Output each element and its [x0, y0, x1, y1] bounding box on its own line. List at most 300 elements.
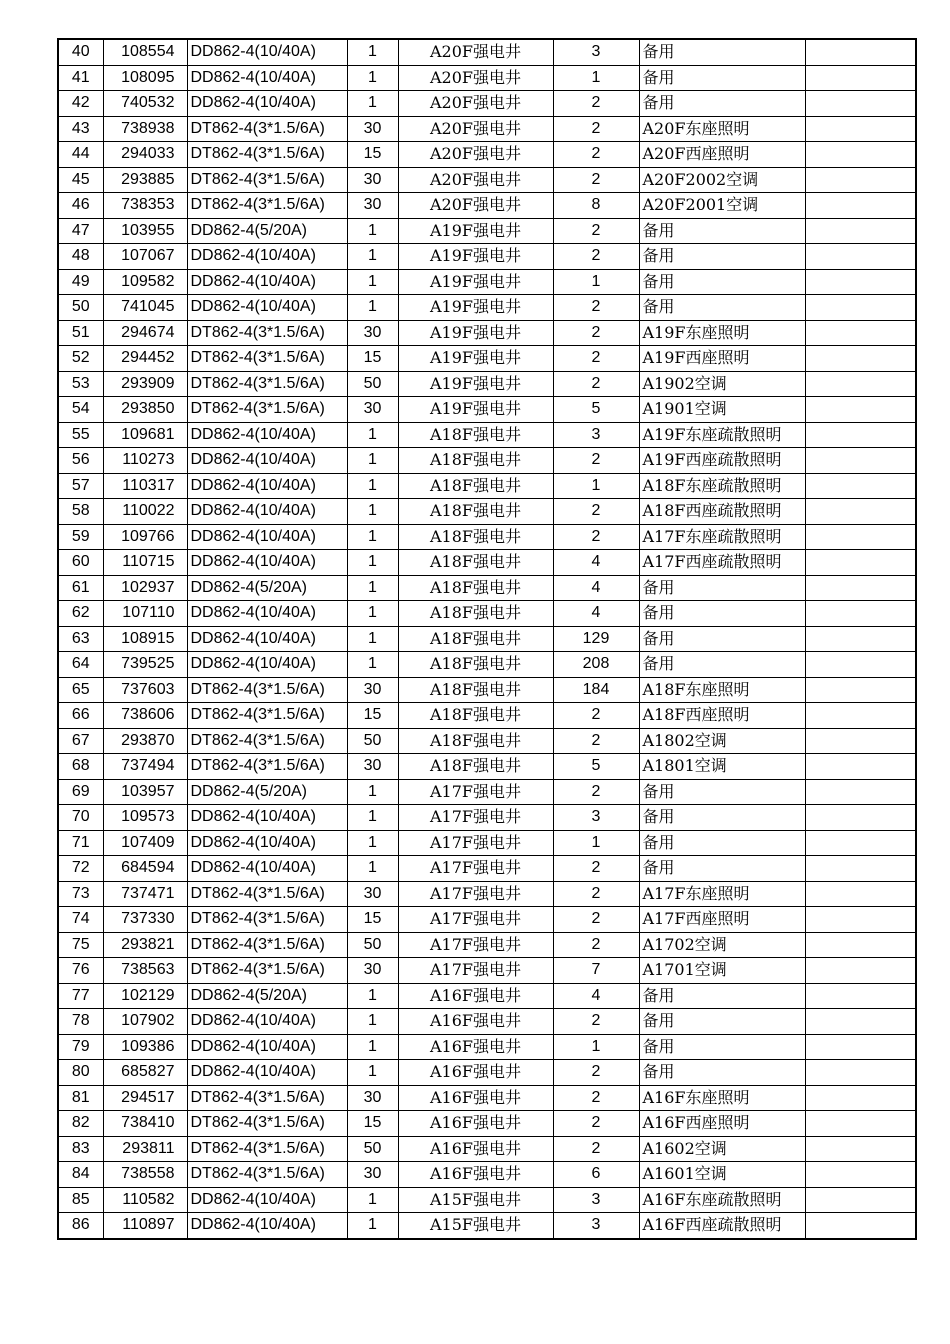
location-cell: A18F强电井 [398, 448, 553, 474]
meter-id-cell: 110897 [103, 1213, 187, 1239]
note-cell [805, 499, 916, 525]
reading-cell: 2 [553, 116, 639, 142]
meter-model-cell: DT862-4(3*1.5/6A) [187, 320, 347, 346]
table-row [58, 39, 916, 65]
meter-model-cell: DT862-4(3*1.5/6A) [187, 677, 347, 703]
meter-id-cell: 108095 [103, 65, 187, 91]
note-cell [805, 754, 916, 780]
location-cell: A20F强电井 [398, 193, 553, 219]
meter-table [57, 38, 917, 1240]
usage-cell: 备用 [639, 1060, 805, 1086]
usage-cell: A20F东座照明 [639, 116, 805, 142]
meter-id-cell: 109573 [103, 805, 187, 831]
location-cell: A17F强电井 [398, 856, 553, 882]
table-row [58, 397, 916, 423]
note-cell [805, 881, 916, 907]
usage-cell: 备用 [639, 39, 805, 65]
usage-cell: A18F东座照明 [639, 677, 805, 703]
location-cell: A18F强电井 [398, 601, 553, 627]
meter-model-cell: DT862-4(3*1.5/6A) [187, 1136, 347, 1162]
multiplier-cell: 1 [347, 779, 398, 805]
location-cell: A15F强电井 [398, 1213, 553, 1239]
table-row [58, 958, 916, 984]
row-number-cell: 71 [58, 830, 103, 856]
location-cell: A18F强电井 [398, 499, 553, 525]
usage-cell: A1602空调 [639, 1136, 805, 1162]
table-row [58, 703, 916, 729]
note-cell [805, 39, 916, 65]
usage-cell: A18F东座疏散照明 [639, 473, 805, 499]
usage-cell: A19F东座疏散照明 [639, 422, 805, 448]
row-number-cell: 67 [58, 728, 103, 754]
location-cell: A16F强电井 [398, 1034, 553, 1060]
row-number-cell: 44 [58, 142, 103, 168]
usage-cell: 备用 [639, 983, 805, 1009]
row-number-cell: 74 [58, 907, 103, 933]
table-row [58, 448, 916, 474]
reading-cell: 3 [553, 805, 639, 831]
note-cell [805, 320, 916, 346]
meter-id-cell: 737603 [103, 677, 187, 703]
note-cell [805, 346, 916, 372]
location-cell: A17F强电井 [398, 881, 553, 907]
table-body [58, 39, 916, 1239]
table-row [58, 626, 916, 652]
meter-id-cell: 737471 [103, 881, 187, 907]
table-row [58, 1085, 916, 1111]
reading-cell: 2 [553, 244, 639, 270]
meter-model-cell: DT862-4(3*1.5/6A) [187, 754, 347, 780]
note-cell [805, 1136, 916, 1162]
reading-cell: 1 [553, 473, 639, 499]
usage-cell: A20F西座照明 [639, 142, 805, 168]
meter-model-cell: DD862-4(10/40A) [187, 1034, 347, 1060]
row-number-cell: 55 [58, 422, 103, 448]
usage-cell: A1901空调 [639, 397, 805, 423]
meter-model-cell: DT862-4(3*1.5/6A) [187, 1111, 347, 1137]
multiplier-cell: 1 [347, 983, 398, 1009]
meter-model-cell: DD862-4(10/40A) [187, 1060, 347, 1086]
table-row [58, 167, 916, 193]
meter-model-cell: DT862-4(3*1.5/6A) [187, 728, 347, 754]
meter-model-cell: DD862-4(10/40A) [187, 524, 347, 550]
location-cell: A18F强电井 [398, 550, 553, 576]
meter-model-cell: DD862-4(10/40A) [187, 1213, 347, 1239]
note-cell [805, 142, 916, 168]
reading-cell: 2 [553, 142, 639, 168]
reading-cell: 2 [553, 524, 639, 550]
location-cell: A16F强电井 [398, 1162, 553, 1188]
multiplier-cell: 30 [347, 116, 398, 142]
reading-cell: 2 [553, 1060, 639, 1086]
reading-cell: 8 [553, 193, 639, 219]
meter-id-cell: 739525 [103, 652, 187, 678]
table-row [58, 856, 916, 882]
location-cell: A20F强电井 [398, 91, 553, 117]
meter-id-cell: 103957 [103, 779, 187, 805]
multiplier-cell: 1 [347, 39, 398, 65]
row-number-cell: 72 [58, 856, 103, 882]
multiplier-cell: 1 [347, 473, 398, 499]
location-cell: A19F强电井 [398, 269, 553, 295]
row-number-cell: 48 [58, 244, 103, 270]
multiplier-cell: 1 [347, 218, 398, 244]
multiplier-cell: 30 [347, 958, 398, 984]
meter-model-cell: DD862-4(10/40A) [187, 1009, 347, 1035]
table-row [58, 575, 916, 601]
reading-cell: 2 [553, 1009, 639, 1035]
location-cell: A18F强电井 [398, 473, 553, 499]
table-row [58, 1187, 916, 1213]
usage-cell: 备用 [639, 830, 805, 856]
reading-cell: 1 [553, 65, 639, 91]
row-number-cell: 63 [58, 626, 103, 652]
note-cell [805, 167, 916, 193]
usage-cell: 备用 [639, 626, 805, 652]
meter-model-cell: DD862-4(10/40A) [187, 448, 347, 474]
note-cell [805, 91, 916, 117]
table-row [58, 1034, 916, 1060]
multiplier-cell: 1 [347, 499, 398, 525]
reading-cell: 3 [553, 422, 639, 448]
note-cell [805, 677, 916, 703]
reading-cell: 2 [553, 932, 639, 958]
reading-cell: 5 [553, 397, 639, 423]
reading-cell: 3 [553, 39, 639, 65]
row-number-cell: 82 [58, 1111, 103, 1137]
usage-cell: 备用 [639, 652, 805, 678]
location-cell: A16F强电井 [398, 1111, 553, 1137]
usage-cell: A18F西座疏散照明 [639, 499, 805, 525]
reading-cell: 2 [553, 91, 639, 117]
multiplier-cell: 50 [347, 728, 398, 754]
meter-id-cell: 110022 [103, 499, 187, 525]
table-row [58, 932, 916, 958]
multiplier-cell: 15 [347, 703, 398, 729]
table-row [58, 1213, 916, 1239]
table-row [58, 601, 916, 627]
usage-cell: A19F西座照明 [639, 346, 805, 372]
meter-id-cell: 293811 [103, 1136, 187, 1162]
multiplier-cell: 1 [347, 91, 398, 117]
usage-cell: 备用 [639, 244, 805, 270]
table-row [58, 728, 916, 754]
row-number-cell: 61 [58, 575, 103, 601]
meter-id-cell: 293909 [103, 371, 187, 397]
meter-model-cell: DT862-4(3*1.5/6A) [187, 116, 347, 142]
meter-model-cell: DD862-4(5/20A) [187, 575, 347, 601]
multiplier-cell: 30 [347, 1162, 398, 1188]
meter-model-cell: DD862-4(5/20A) [187, 218, 347, 244]
table-row [58, 677, 916, 703]
note-cell [805, 550, 916, 576]
usage-cell: A16F西座照明 [639, 1111, 805, 1137]
meter-id-cell: 294452 [103, 346, 187, 372]
row-number-cell: 56 [58, 448, 103, 474]
location-cell: A16F强电井 [398, 1136, 553, 1162]
row-number-cell: 41 [58, 65, 103, 91]
location-cell: A19F强电井 [398, 346, 553, 372]
location-cell: A17F强电井 [398, 779, 553, 805]
meter-model-cell: DD862-4(10/40A) [187, 295, 347, 321]
location-cell: A19F强电井 [398, 295, 553, 321]
location-cell: A17F强电井 [398, 907, 553, 933]
row-number-cell: 69 [58, 779, 103, 805]
usage-cell: A19F西座疏散照明 [639, 448, 805, 474]
usage-cell: 备用 [639, 856, 805, 882]
note-cell [805, 601, 916, 627]
note-cell [805, 779, 916, 805]
reading-cell: 3 [553, 1187, 639, 1213]
meter-id-cell: 109582 [103, 269, 187, 295]
reading-cell: 2 [553, 320, 639, 346]
table-row [58, 1111, 916, 1137]
row-number-cell: 40 [58, 39, 103, 65]
meter-id-cell: 108915 [103, 626, 187, 652]
table-row [58, 1136, 916, 1162]
note-cell [805, 626, 916, 652]
note-cell [805, 65, 916, 91]
reading-cell: 1 [553, 269, 639, 295]
note-cell [805, 830, 916, 856]
usage-cell: A1802空调 [639, 728, 805, 754]
meter-model-cell: DD862-4(10/40A) [187, 1187, 347, 1213]
meter-model-cell: DD862-4(10/40A) [187, 499, 347, 525]
row-number-cell: 80 [58, 1060, 103, 1086]
reading-cell: 2 [553, 856, 639, 882]
note-cell [805, 422, 916, 448]
meter-id-cell: 738353 [103, 193, 187, 219]
table-row [58, 422, 916, 448]
meter-model-cell: DT862-4(3*1.5/6A) [187, 371, 347, 397]
reading-cell: 3 [553, 1213, 639, 1239]
meter-model-cell: DD862-4(10/40A) [187, 626, 347, 652]
location-cell: A18F强电井 [398, 677, 553, 703]
meter-model-cell: DT862-4(3*1.5/6A) [187, 1085, 347, 1111]
note-cell [805, 371, 916, 397]
multiplier-cell: 15 [347, 346, 398, 372]
reading-cell: 2 [553, 728, 639, 754]
table-row [58, 754, 916, 780]
row-number-cell: 52 [58, 346, 103, 372]
table-row [58, 116, 916, 142]
row-number-cell: 60 [58, 550, 103, 576]
meter-model-cell: DD862-4(10/40A) [187, 550, 347, 576]
row-number-cell: 59 [58, 524, 103, 550]
row-number-cell: 70 [58, 805, 103, 831]
meter-id-cell: 737494 [103, 754, 187, 780]
meter-model-cell: DD862-4(10/40A) [187, 269, 347, 295]
meter-model-cell: DD862-4(10/40A) [187, 805, 347, 831]
usage-cell: 备用 [639, 91, 805, 117]
meter-id-cell: 294517 [103, 1085, 187, 1111]
multiplier-cell: 1 [347, 575, 398, 601]
row-number-cell: 81 [58, 1085, 103, 1111]
multiplier-cell: 1 [347, 601, 398, 627]
multiplier-cell: 1 [347, 269, 398, 295]
usage-cell: A1601空调 [639, 1162, 805, 1188]
usage-cell: A1801空调 [639, 754, 805, 780]
location-cell: A20F强电井 [398, 116, 553, 142]
table-row [58, 1162, 916, 1188]
meter-id-cell: 294674 [103, 320, 187, 346]
meter-model-cell: DT862-4(3*1.5/6A) [187, 958, 347, 984]
multiplier-cell: 1 [347, 65, 398, 91]
meter-model-cell: DD862-4(10/40A) [187, 65, 347, 91]
usage-cell: A17F东座疏散照明 [639, 524, 805, 550]
reading-cell: 2 [553, 448, 639, 474]
multiplier-cell: 1 [347, 244, 398, 270]
table-row [58, 320, 916, 346]
table-row [58, 346, 916, 372]
row-number-cell: 42 [58, 91, 103, 117]
reading-cell: 2 [553, 1085, 639, 1111]
multiplier-cell: 15 [347, 907, 398, 933]
table-row [58, 371, 916, 397]
location-cell: A19F强电井 [398, 244, 553, 270]
row-number-cell: 85 [58, 1187, 103, 1213]
location-cell: A18F强电井 [398, 575, 553, 601]
location-cell: A17F强电井 [398, 958, 553, 984]
row-number-cell: 83 [58, 1136, 103, 1162]
location-cell: A18F强电井 [398, 728, 553, 754]
row-number-cell: 84 [58, 1162, 103, 1188]
multiplier-cell: 30 [347, 167, 398, 193]
location-cell: A18F强电井 [398, 626, 553, 652]
reading-cell: 2 [553, 218, 639, 244]
meter-model-cell: DD862-4(10/40A) [187, 91, 347, 117]
reading-cell: 2 [553, 881, 639, 907]
meter-id-cell: 102129 [103, 983, 187, 1009]
location-cell: A20F强电井 [398, 142, 553, 168]
usage-cell: A16F东座疏散照明 [639, 1187, 805, 1213]
meter-id-cell: 737330 [103, 907, 187, 933]
note-cell [805, 958, 916, 984]
location-cell: A19F强电井 [398, 371, 553, 397]
usage-cell: A16F西座疏散照明 [639, 1213, 805, 1239]
row-number-cell: 77 [58, 983, 103, 1009]
row-number-cell: 68 [58, 754, 103, 780]
usage-cell: 备用 [639, 1034, 805, 1060]
note-cell [805, 1111, 916, 1137]
meter-id-cell: 738558 [103, 1162, 187, 1188]
multiplier-cell: 50 [347, 1136, 398, 1162]
meter-model-cell: DT862-4(3*1.5/6A) [187, 881, 347, 907]
meter-id-cell: 109681 [103, 422, 187, 448]
reading-cell: 4 [553, 550, 639, 576]
meter-id-cell: 110715 [103, 550, 187, 576]
reading-cell: 4 [553, 983, 639, 1009]
reading-cell: 2 [553, 703, 639, 729]
location-cell: A16F强电井 [398, 1060, 553, 1086]
note-cell [805, 805, 916, 831]
note-cell [805, 244, 916, 270]
usage-cell: 备用 [639, 1009, 805, 1035]
usage-cell: A18F西座照明 [639, 703, 805, 729]
row-number-cell: 62 [58, 601, 103, 627]
note-cell [805, 193, 916, 219]
note-cell [805, 1162, 916, 1188]
meter-id-cell: 107110 [103, 601, 187, 627]
usage-cell: 备用 [639, 269, 805, 295]
reading-cell: 2 [553, 371, 639, 397]
meter-id-cell: 684594 [103, 856, 187, 882]
meter-model-cell: DD862-4(10/40A) [187, 601, 347, 627]
note-cell [805, 1085, 916, 1111]
meter-model-cell: DD862-4(10/40A) [187, 39, 347, 65]
reading-cell: 1 [553, 1034, 639, 1060]
meter-id-cell: 107902 [103, 1009, 187, 1035]
reading-cell: 2 [553, 1136, 639, 1162]
meter-model-cell: DT862-4(3*1.5/6A) [187, 1162, 347, 1188]
row-number-cell: 43 [58, 116, 103, 142]
reading-cell: 2 [553, 499, 639, 525]
note-cell [805, 907, 916, 933]
location-cell: A16F强电井 [398, 1009, 553, 1035]
meter-id-cell: 741045 [103, 295, 187, 321]
multiplier-cell: 1 [347, 830, 398, 856]
table-row [58, 295, 916, 321]
note-cell [805, 524, 916, 550]
multiplier-cell: 30 [347, 397, 398, 423]
location-cell: A17F强电井 [398, 830, 553, 856]
meter-id-cell: 103955 [103, 218, 187, 244]
usage-cell: A17F西座疏散照明 [639, 550, 805, 576]
reading-cell: 5 [553, 754, 639, 780]
usage-cell: A16F东座照明 [639, 1085, 805, 1111]
multiplier-cell: 30 [347, 1085, 398, 1111]
meter-id-cell: 738606 [103, 703, 187, 729]
meter-model-cell: DT862-4(3*1.5/6A) [187, 703, 347, 729]
usage-cell: A17F西座照明 [639, 907, 805, 933]
row-number-cell: 64 [58, 652, 103, 678]
note-cell [805, 1060, 916, 1086]
location-cell: A16F强电井 [398, 983, 553, 1009]
multiplier-cell: 1 [347, 652, 398, 678]
multiplier-cell: 1 [347, 1187, 398, 1213]
location-cell: A15F强电井 [398, 1187, 553, 1213]
table-row [58, 550, 916, 576]
table-row [58, 473, 916, 499]
location-cell: A17F强电井 [398, 805, 553, 831]
row-number-cell: 53 [58, 371, 103, 397]
meter-model-cell: DD862-4(5/20A) [187, 983, 347, 1009]
table-row [58, 805, 916, 831]
meter-id-cell: 102937 [103, 575, 187, 601]
meter-id-cell: 293885 [103, 167, 187, 193]
meter-id-cell: 108554 [103, 39, 187, 65]
multiplier-cell: 1 [347, 295, 398, 321]
row-number-cell: 75 [58, 932, 103, 958]
table-row [58, 779, 916, 805]
note-cell [805, 1187, 916, 1213]
reading-cell: 2 [553, 779, 639, 805]
usage-cell: A20F2001空调 [639, 193, 805, 219]
row-number-cell: 50 [58, 295, 103, 321]
meter-model-cell: DT862-4(3*1.5/6A) [187, 167, 347, 193]
location-cell: A19F强电井 [398, 218, 553, 244]
multiplier-cell: 30 [347, 193, 398, 219]
multiplier-cell: 30 [347, 320, 398, 346]
usage-cell: 备用 [639, 65, 805, 91]
note-cell [805, 575, 916, 601]
location-cell: A18F强电井 [398, 754, 553, 780]
row-number-cell: 57 [58, 473, 103, 499]
note-cell [805, 116, 916, 142]
meter-id-cell: 738938 [103, 116, 187, 142]
usage-cell: A1702空调 [639, 932, 805, 958]
meter-id-cell: 685827 [103, 1060, 187, 1086]
